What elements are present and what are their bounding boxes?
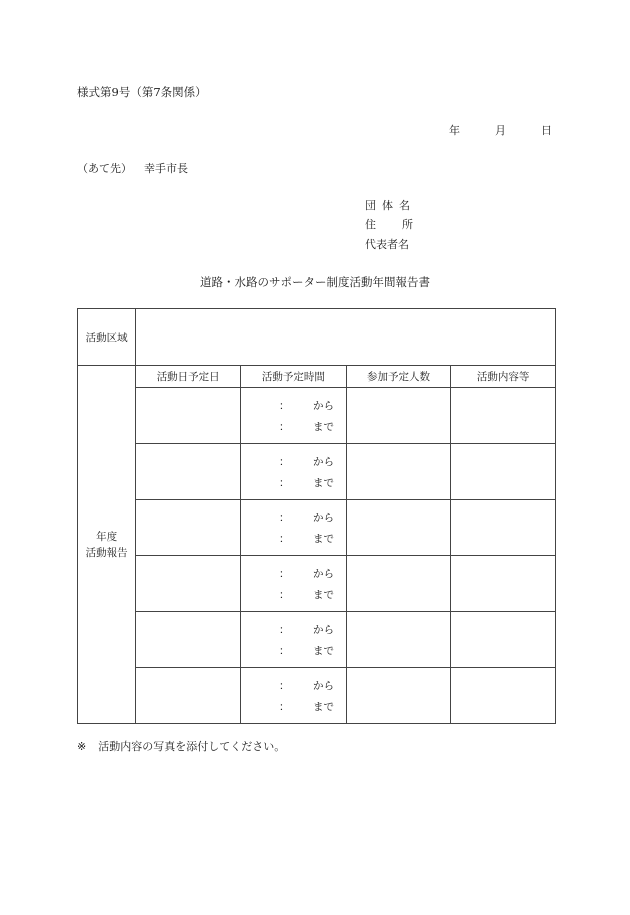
people-cell[interactable] [346, 556, 451, 612]
time-cell[interactable] [241, 500, 347, 556]
time-to-label: まで [313, 589, 335, 601]
time-from-label: から [313, 400, 335, 412]
header-people: 参加予定人数 [346, 366, 451, 388]
addressee-name: 幸手市長 [144, 162, 188, 175]
people-cell[interactable] [346, 500, 451, 556]
time-cell[interactable] [241, 388, 347, 444]
header-content: 活動内容等 [451, 366, 556, 388]
time-colon: ： [279, 645, 290, 657]
representative-label: 代表者名 [365, 238, 409, 251]
date-day: 日 [541, 124, 552, 137]
time-colon: ： [279, 512, 290, 524]
time-colon: ： [279, 680, 290, 692]
addressee-label: （あて先） [77, 162, 132, 175]
activity-area-row [78, 309, 556, 366]
time-to-label: まで [313, 701, 335, 713]
activity-area-field[interactable] [136, 309, 556, 366]
org-name-label: 団体名 [365, 199, 416, 212]
address-label-a: 住 [365, 218, 376, 231]
date-line [449, 122, 552, 138]
address-label [365, 216, 413, 232]
time-colon: ： [279, 421, 290, 433]
content-cell[interactable] [451, 500, 556, 556]
time-colon: ： [279, 477, 290, 489]
time-cell[interactable] [241, 612, 347, 668]
activity-report-table [77, 308, 556, 724]
addressee [77, 160, 188, 176]
time-to-label: まで [313, 421, 335, 433]
time-to-label: まで [313, 477, 335, 489]
footnote-text: 活動内容の写真を添付してください。 [98, 740, 286, 753]
time-from-label: から [313, 568, 335, 580]
time-colon: ： [279, 624, 290, 636]
date-year: 年 [449, 124, 460, 137]
address-label-b: 所 [402, 218, 413, 231]
content-cell[interactable] [451, 668, 556, 724]
year-report-line2: 活動報告 [85, 546, 128, 559]
content-cell[interactable] [451, 612, 556, 668]
people-cell[interactable] [346, 388, 451, 444]
people-cell[interactable] [346, 444, 451, 500]
document-title: 道路・水路のサポーター制度活動年間報告書 [200, 275, 430, 289]
footnote-mark: ※ [77, 740, 87, 753]
table-row [78, 612, 556, 668]
time-colon: ： [279, 456, 290, 468]
time-from-label: から [313, 512, 335, 524]
activity-area-label: 活動区域 [78, 309, 136, 366]
time-to-label: まで [313, 533, 335, 545]
year-report-label [78, 366, 136, 724]
header-date: 活動日予定日 [136, 366, 241, 388]
date-cell[interactable] [136, 388, 241, 444]
header-time: 活動予定時間 [241, 366, 347, 388]
time-from-label: から [313, 680, 335, 692]
footnote [77, 738, 285, 754]
year-report-line1: 年度 [96, 530, 118, 543]
time-colon: ： [279, 701, 290, 713]
date-cell[interactable] [136, 500, 241, 556]
time-colon: ： [279, 533, 290, 545]
time-colon: ： [279, 589, 290, 601]
date-cell[interactable] [136, 444, 241, 500]
form-number: 様式第9号（第7条関係） [77, 85, 207, 99]
table-row [78, 556, 556, 612]
time-from-label: から [313, 456, 335, 468]
time-cell[interactable] [241, 556, 347, 612]
date-cell[interactable] [136, 556, 241, 612]
table-row [78, 500, 556, 556]
time-cell[interactable] [241, 668, 347, 724]
time-from-label: から [313, 624, 335, 636]
time-colon: ： [279, 400, 290, 412]
header-row [78, 366, 556, 388]
date-cell[interactable] [136, 612, 241, 668]
date-cell[interactable] [136, 668, 241, 724]
date-month: 月 [495, 124, 506, 137]
content-cell[interactable] [451, 556, 556, 612]
time-to-label: まで [313, 645, 335, 657]
people-cell[interactable] [346, 668, 451, 724]
time-cell[interactable] [241, 444, 347, 500]
people-cell[interactable] [346, 612, 451, 668]
time-colon: ： [279, 568, 290, 580]
table-row [78, 388, 556, 444]
content-cell[interactable] [451, 444, 556, 500]
table-row [78, 444, 556, 500]
table-row [78, 668, 556, 724]
content-cell[interactable] [451, 388, 556, 444]
